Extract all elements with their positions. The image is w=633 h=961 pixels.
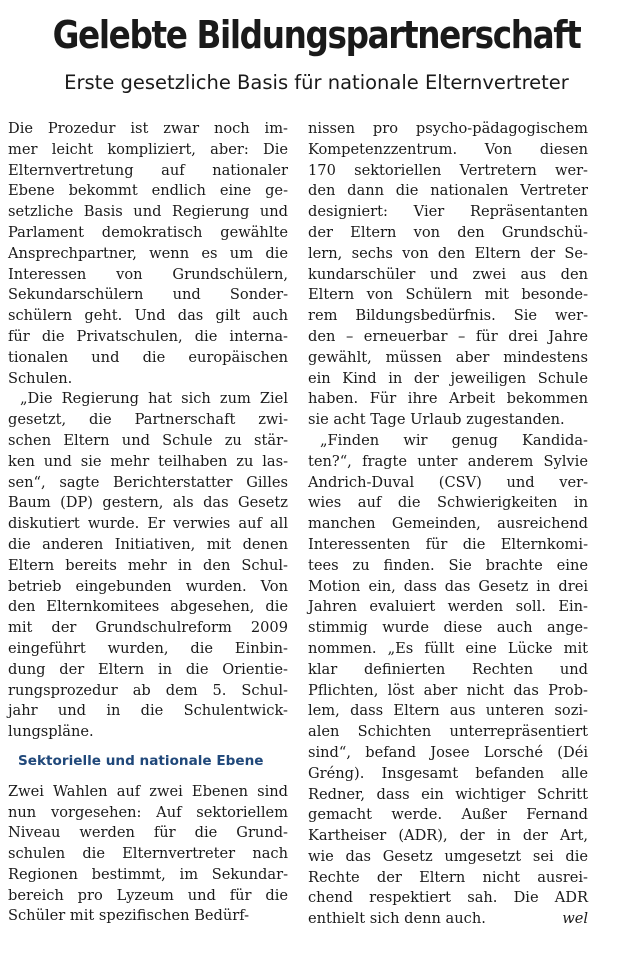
text-line: schen Eltern und Schule zu stär-: [8, 431, 288, 449]
text-line: Jahren evaluiert werden soll. Ein-: [308, 598, 588, 616]
text-line: „Die Regierung hat sich zum Ziel: [20, 390, 288, 408]
text-line: lem, dass Eltern aus unteren sozi-: [308, 702, 588, 720]
author-signature: wel: [562, 910, 588, 928]
text-line: Sekundarschülern und Sonder-: [8, 286, 288, 304]
text-line: diskutiert wurde. Er verwies auf all: [8, 515, 288, 533]
text-line: ken und sie mehr teilhaben zu las-: [8, 452, 288, 470]
section-subheading: Sektorielle und nationale Ebene: [18, 752, 264, 769]
text-line: ein Kind in der jeweiligen Schule: [308, 369, 588, 387]
text-line: Interessen von Grundschülern,: [8, 265, 288, 283]
article-column-left: [8, 119, 288, 927]
text-line: setzliche Basis und Regierung und: [8, 203, 288, 221]
text-line: sen“, sagte Berichterstatter Gilles: [8, 473, 288, 491]
text-line: „Finden wir genug Kandida-: [320, 431, 588, 449]
text-line: Redner, dass ein wichtiger Schritt: [308, 785, 588, 803]
text-line: sind“, befand Josee Lorsché (Déi: [308, 743, 588, 761]
text-line: tees zu finden. Sie brachte eine: [308, 556, 588, 574]
text-line: Andrich-Duval (CSV) und ver-: [308, 473, 588, 491]
text-line: die anderen Initiativen, mit denen: [8, 535, 288, 553]
text-line: rungsprozedur ab dem 5. Schul-: [8, 681, 288, 699]
text-line: 170 sektoriellen Vertretern wer-: [308, 161, 588, 179]
text-line: Elternvertretung auf nationaler: [8, 161, 288, 179]
text-line: für die Privatschulen, die interna-: [8, 327, 288, 345]
text-line: Ebene bekommt endlich eine ge-: [8, 182, 288, 200]
text-line: kundarschüler und zwei aus den: [308, 265, 588, 283]
text-line: ten?“, fragte unter anderem Sylvie: [308, 452, 588, 470]
text-line: tionalen und die europäischen: [8, 348, 288, 366]
text-line: eingeführt wurden, die Einbin-: [8, 639, 288, 657]
text-line: betrieb eingebunden wurden. Von: [8, 577, 288, 595]
text-line: Motion ein, dass das Gesetz in drei: [308, 577, 588, 595]
text-line: alen Schichten unterrepräsentiert: [308, 723, 588, 741]
text-line: jahr und in die Schulentwick-: [8, 702, 288, 720]
text-line: Pflichten, löst aber nicht das Prob-: [308, 681, 588, 699]
text-line: gesetzt, die Partnerschaft zwi-: [8, 411, 288, 429]
text-line: rem Bildungsbedürfnis. Sie wer-: [308, 307, 588, 325]
text-line: sie acht Tage Urlaub zugestanden.: [308, 411, 565, 429]
text-line: Eltern von Schülern mit besonde-: [308, 286, 588, 304]
text-line: Eltern bereits mehr in den Schul-: [8, 556, 288, 574]
text-line: Parlament demokratisch gewählte: [8, 223, 288, 241]
text-line: gemacht werde. Außer Fernand: [308, 806, 588, 824]
text-line: nommen. „Es füllt eine Lücke mit: [308, 639, 588, 657]
text-line: haben. Für ihre Arbeit bekommen: [308, 390, 588, 408]
text-line: manchen Gemeinden, ausreichend: [308, 515, 588, 533]
text-line: Zwei Wahlen auf zwei Ebenen sind: [8, 782, 288, 800]
text-line: enthielt sich denn auch. wel: [308, 909, 588, 930]
text-line: Schüler mit spezifischen Bedürf-: [8, 907, 250, 925]
text-line: lungspläne.: [8, 723, 94, 741]
text-line: schülern geht. Und das gilt auch: [8, 307, 288, 325]
text-line: Schulen.: [8, 369, 73, 387]
text-line: Regionen bestimmt, im Sekundar-: [8, 865, 288, 883]
text-line: Ansprechpartner, wenn es um die: [8, 244, 288, 262]
article-column-right: [308, 119, 588, 930]
article-subtitle: Erste gesetzliche Basis für nationale Elternvertreter: [64, 71, 569, 94]
text-line: nissen pro psycho-pädagogischem: [308, 120, 588, 137]
text-line: klar definierten Rechten und: [308, 660, 588, 678]
text-line: den – erneuerbar – für drei Jahre: [308, 327, 588, 345]
text-line: nun vorgesehen: Auf sektoriellem: [8, 803, 288, 821]
text-line: mer leicht kompliziert, aber: Die: [8, 140, 288, 158]
text-line: designiert: Vier Repräsentanten: [308, 203, 588, 221]
text-line: Baum (DP) gestern, als das Gesetz: [8, 494, 288, 512]
article-headline: Gelebte Bildungspartnerschaft: [52, 13, 581, 57]
text-line: schulen die Elternvertreter nach: [8, 845, 288, 863]
text-line: Kartheiser (ADR), der in der Art,: [308, 827, 588, 845]
text-line: der Eltern von den Grundschü-: [308, 223, 588, 241]
text-line: stimmig wurde diese auch ange-: [308, 619, 588, 637]
text-line: Niveau werden für die Grund-: [8, 824, 288, 842]
text-line: lern, sechs von den Eltern der Se-: [308, 244, 588, 262]
text-line: Die Prozedur ist zwar noch im-: [8, 120, 288, 137]
text-line: bereich pro Lyzeum und für die: [8, 886, 288, 904]
text-line: den Elternkomitees abgesehen, die: [8, 598, 288, 616]
text-line: gewählt, müssen aber mindestens: [308, 348, 588, 366]
text-line: mit der Grundschulreform 2009: [8, 619, 288, 637]
text-line: Rechte der Eltern nicht ausrei-: [308, 868, 588, 886]
text-line: wie das Gesetz umgesetzt sei die: [308, 847, 588, 865]
text-line: wies auf die Schwierigkeiten in: [308, 494, 588, 512]
text-line: Kompetenzzentrum. Von diesen: [308, 140, 588, 158]
text-line: dung der Eltern in die Orientie-: [8, 660, 288, 678]
text-line: Interessenten für die Elternkomi-: [308, 535, 588, 553]
text-line: Gréng). Insgesamt befanden alle: [308, 764, 588, 782]
text-line: chend respektiert sah. Die ADR: [308, 889, 588, 907]
text-line: den dann die nationalen Vertreter: [308, 182, 588, 200]
